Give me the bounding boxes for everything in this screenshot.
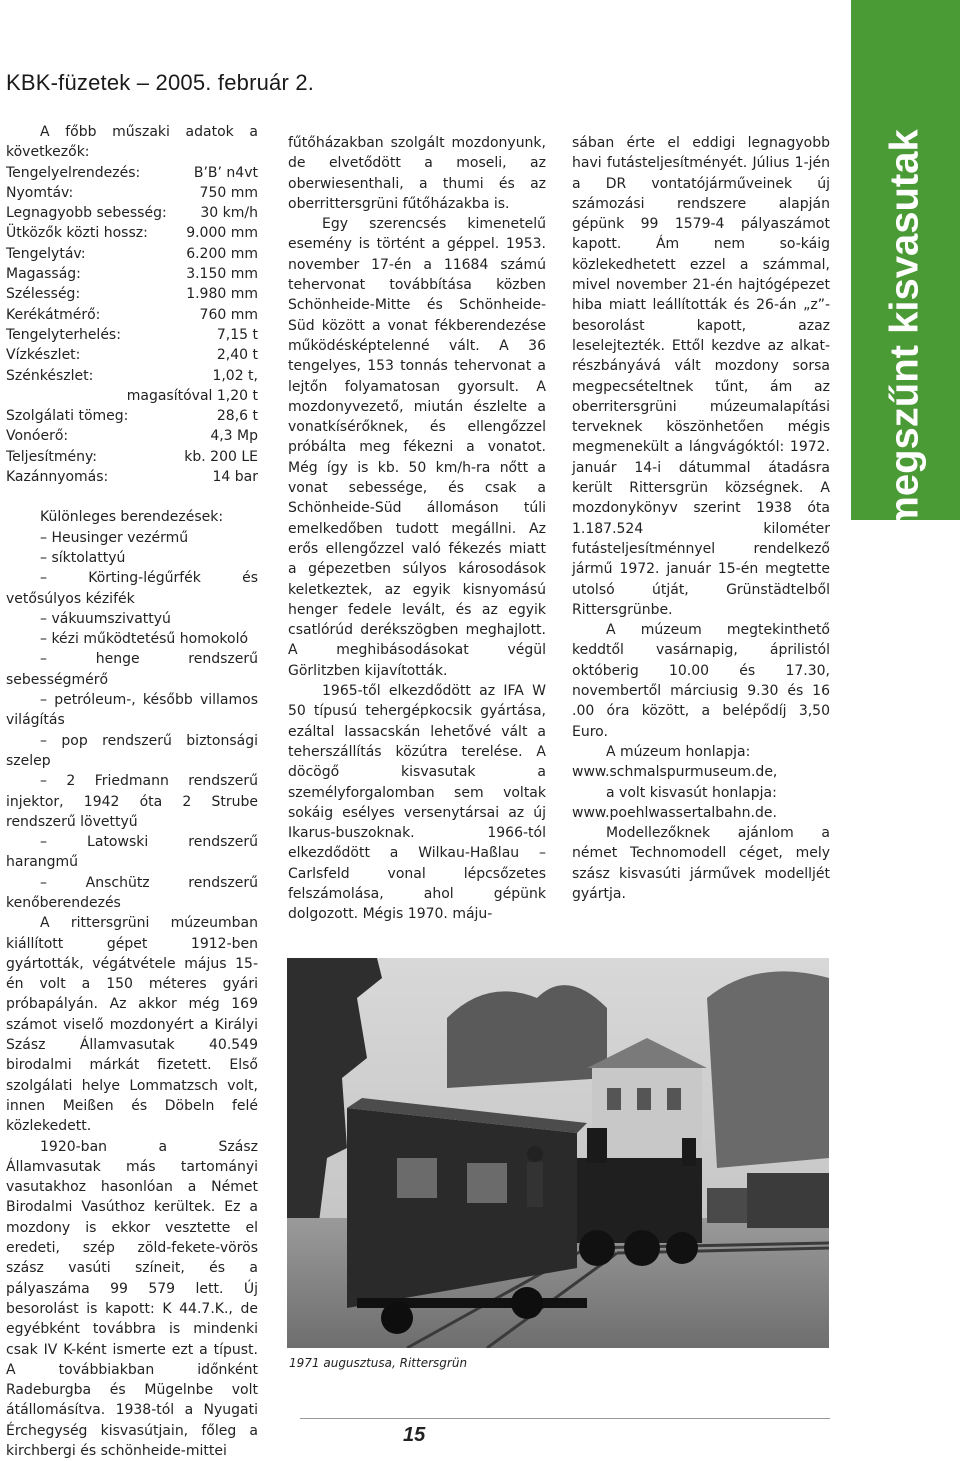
spec-label: Kazánnyomás:: [6, 469, 109, 486]
spec-value: 760 mm: [199, 306, 258, 323]
spec-row: [6, 163, 258, 183]
equipment-item: – Heusinger vezérmű: [40, 529, 189, 546]
spec-value: 7,15 t: [216, 326, 258, 343]
equipment-item: – petróleum-, később villamos világítás: [6, 692, 258, 729]
spec-value: kb. 200 LE: [184, 448, 258, 465]
section-side-tab-label-wrap: [851, 128, 960, 532]
section-side-tab-label: megszűnt kisvasutak: [883, 128, 928, 532]
body-paragraph: fűtőházakban szolgált mozdonyunk, de elvetődött a moseli, az oberwiesenthali, a thumi és az oberrittersgrüni fűtőházakba is.: [288, 135, 546, 212]
body-paragraph: Modellezőknek ajánlom a német Technomodell céget, mely szász kisvasúti járművek modelljét gyártja.: [572, 825, 830, 902]
equipment-item: – kézi működtetésű homokoló: [40, 631, 249, 648]
spec-value: B’B’ n4vt: [193, 164, 258, 181]
spec-row: [6, 406, 258, 426]
body-paragraph: 1920-ban a Szász Államvasutak más tartományi vasutakhoz hasonlóan a Német Birodalmi Vasúthoz kerültek. Ez a mozdony is ekkor vesztette el eredeti, szép zöld-fekete-vörös szász vasúti színeit, és a pályaszáma 99 579 lett. Új besorolást is kapott: K 44.7.K., de egyébként továbbra is mindenki csak IV K-ként ismerte ezt a típust. A továbbiakban időnként Radeburgba és Mügelnbe volt átállomásítva. 1938-tól a Nyugati Érchegység kisvasútjain, főleg a kirchbergi és schönheide-mittei: [6, 1138, 258, 1459]
body-paragraph: A rittersgrüni múzeumban kiállított gépet 1912-ben gyártották, végátvétele május 15-én volt a 150 méteres gyári próbapályán. Az akkor még 169 számot viselő mozdonyért a Királyi Szász Államvasutak 40.549 birodalmi márkát fizetett. Első szolgálati helye Lommatzsch volt, innen Meißen és Döbeln felé közlekedett.: [6, 915, 258, 1135]
photo-caption: 1971 augusztusa, Rittersgrün: [289, 1356, 468, 1370]
body-paragraph: 1965-től elkezdődött az IFA W 50 típusú tehergépkocsik gyártása, ezáltal lassacskán lehetővé vált a teherszállítás közútra terelése. A döcögő kisvasutak a személyforgalomban sem voltak sokáig esélyes versenytársai az új Ikarus-buszoknak. 1966-tól elkezdődött a Wilkau-Haßlau – Carlsfeld vonal lépcsőzetes felszámolása, ahol gépünk dolgozott. Mégis 1970. máju-: [288, 683, 546, 923]
spec-value: 9.000 mm: [186, 225, 258, 242]
equipment-item: – Körting-légűrfék és vetősúlyos kézifék: [6, 570, 258, 607]
page-number: 15: [403, 1424, 426, 1446]
spec-row: [6, 223, 258, 243]
spec-row: [6, 284, 258, 304]
equipment-title: Különleges berendezések:: [40, 509, 224, 526]
equipment-item: – Anschütz rendszerű kenőberendezés: [6, 874, 258, 911]
spec-label: Vonóerő:: [6, 428, 69, 445]
locomotive-photo: [287, 958, 829, 1348]
specs-list: [6, 163, 258, 488]
equipment-item: – síktolattyú: [40, 549, 126, 566]
body-paragraph: A múzeum honlapja:: [606, 743, 751, 760]
locomotive-photo-illustration: [287, 958, 829, 1348]
column-1: [6, 122, 258, 1461]
spec-label: Legnagyobb sebesség:: [6, 205, 167, 222]
spec-label: Tengelyelrendezés:: [6, 164, 141, 181]
page-header-title: KBK-füzetek – 2005. február 2.: [6, 70, 315, 95]
spec-row: [6, 386, 258, 406]
spec-value: 30 km/h: [200, 205, 258, 222]
body-paragraph: A múzeum megtekinthető keddtől vasárnapig, áprilistól októberig 10.00 és 17.30, novembertől márciusig 9.30 és 16 .00 óra között, a belépődíj 3,50 Euro.: [572, 622, 830, 740]
spec-row: [6, 467, 258, 487]
column-3: [572, 133, 830, 904]
body-paragraph: Egy szerencsés kimenetelű esemény is történt a géppel. 1953. november 17-én a 11684 számú tehervonat továbbítása közben Schönheide-Mitte és Schönheide-Süd között a vonat fékberendezése működésképtelenné vált. A 36 tengelyes, 153 tonnás tehervonat a lejtőn folyamatosan gyorsult. A mozdonyvezető, miután észlelte a vonatkísérőknek, és ellengőzzel próbálta meg fékezni a vonatot. Még így is kb. 50 km/h-ra nőtt a vonat sebessége, és csak a Schönheide-Süd állomáson túli emelkedőben tudott megállni. Az erős ellengőzzel való fékezés miatt a gépezetben súlyos károsodások keletkeztek, az egyik kisnyomású henger fedele levált, és az egyik csatlórúd derékszögben meghajlott. A meghibásodásokat végül Görlitzben kijavították.: [288, 216, 546, 679]
spec-row: [6, 345, 258, 365]
spec-row: [6, 244, 258, 264]
specs-intro: A főbb műszaki adatok a következők:: [6, 124, 258, 161]
equipment-item: – 2 Friedmann rendszerű injektor, 1942 óta 2 Strube rendszerű lövettyű: [6, 773, 258, 830]
spec-value: 6.200 mm: [186, 245, 258, 262]
website-link: www.schmalspurmuseum.de,: [572, 764, 778, 781]
spec-label: Tengelytáv:: [6, 245, 86, 262]
spec-label: Ütközők közti hossz:: [6, 225, 148, 242]
spec-row: [6, 183, 258, 203]
body-paragraph: sában érte el eddigi legnagyobb havi futásteljesítményét. Július 1-jén a DR vontatójárműveinek új számozási rendszere alapján gépünk 99 1579-4 pályaszámot kapott. Ám nem so-káig közlekedhetett ezzel a számmal, mivel november 21-én hajtógépezet hiba miatt leállították és 26-án „z”-besorolást kapott, azaz leselejtezték. Ettől kezdve az alkat-részbányává vált mozdony sorsa megpecsételtnek tűnt, ám az oberritersgrüni múzeumalapítási terveknek köszönhetően mégis megmenekült a lángvágóktól: 1972. január 14-i dátummal átadásra került Rittersgrün községnek. A mozdonykönyv szerint 1938 óta 1.187.524 kilométer futásteljesítménnyel rendelkező jármű 1972. január 15-én megtette utolsó útját, Grünstädtelből Rittersgrünbe.: [572, 135, 830, 618]
spec-row: [6, 305, 258, 325]
body-paragraph: a volt kisvasút honlapja:: [606, 784, 777, 801]
footer-divider: [300, 1418, 830, 1419]
spec-row: [6, 203, 258, 223]
equipment-item: – henge rendszerű sebességmérő: [6, 651, 258, 688]
spec-label: Szolgálati tömeg:: [6, 408, 129, 425]
spec-label: Szélesség:: [6, 286, 81, 303]
spec-label: Teljesítmény:: [6, 448, 97, 465]
spec-value: 14 bar: [212, 469, 258, 486]
spec-row: [6, 447, 258, 467]
spec-label: Magasság:: [6, 266, 81, 283]
spec-value: 750 mm: [199, 184, 258, 201]
equipment-item: – vákuumszivattyú: [40, 610, 171, 627]
spec-row: [6, 264, 258, 284]
spec-label: Szénkészlet:: [6, 367, 94, 384]
spec-label: Tengelyterhelés:: [6, 326, 121, 343]
spec-value: 2,40 t: [216, 347, 258, 364]
spec-row: [6, 366, 258, 386]
equipment-item: – Latowski rendszerű harangmű: [6, 834, 258, 871]
spec-value: 4,3 Mp: [210, 428, 258, 445]
spec-label: Nyomtáv:: [6, 184, 74, 201]
spec-label: Kerékátmérő:: [6, 306, 101, 323]
spec-value: 1.980 mm: [186, 286, 258, 303]
spec-row: [6, 426, 258, 446]
website-link: www.poehlwassertalbahn.de.: [572, 804, 777, 821]
spec-value: 1,02 t,: [212, 367, 258, 384]
equipment-item: – pop rendszerű biztonsági szelep: [6, 732, 258, 769]
column-2: [288, 133, 546, 925]
spec-value: 3.150 mm: [186, 266, 258, 283]
spec-label: Vízkészlet:: [6, 347, 81, 364]
spec-value: magasítóval 1,20 t: [126, 387, 258, 404]
spec-value: 28,6 t: [216, 408, 258, 425]
spec-row: [6, 325, 258, 345]
